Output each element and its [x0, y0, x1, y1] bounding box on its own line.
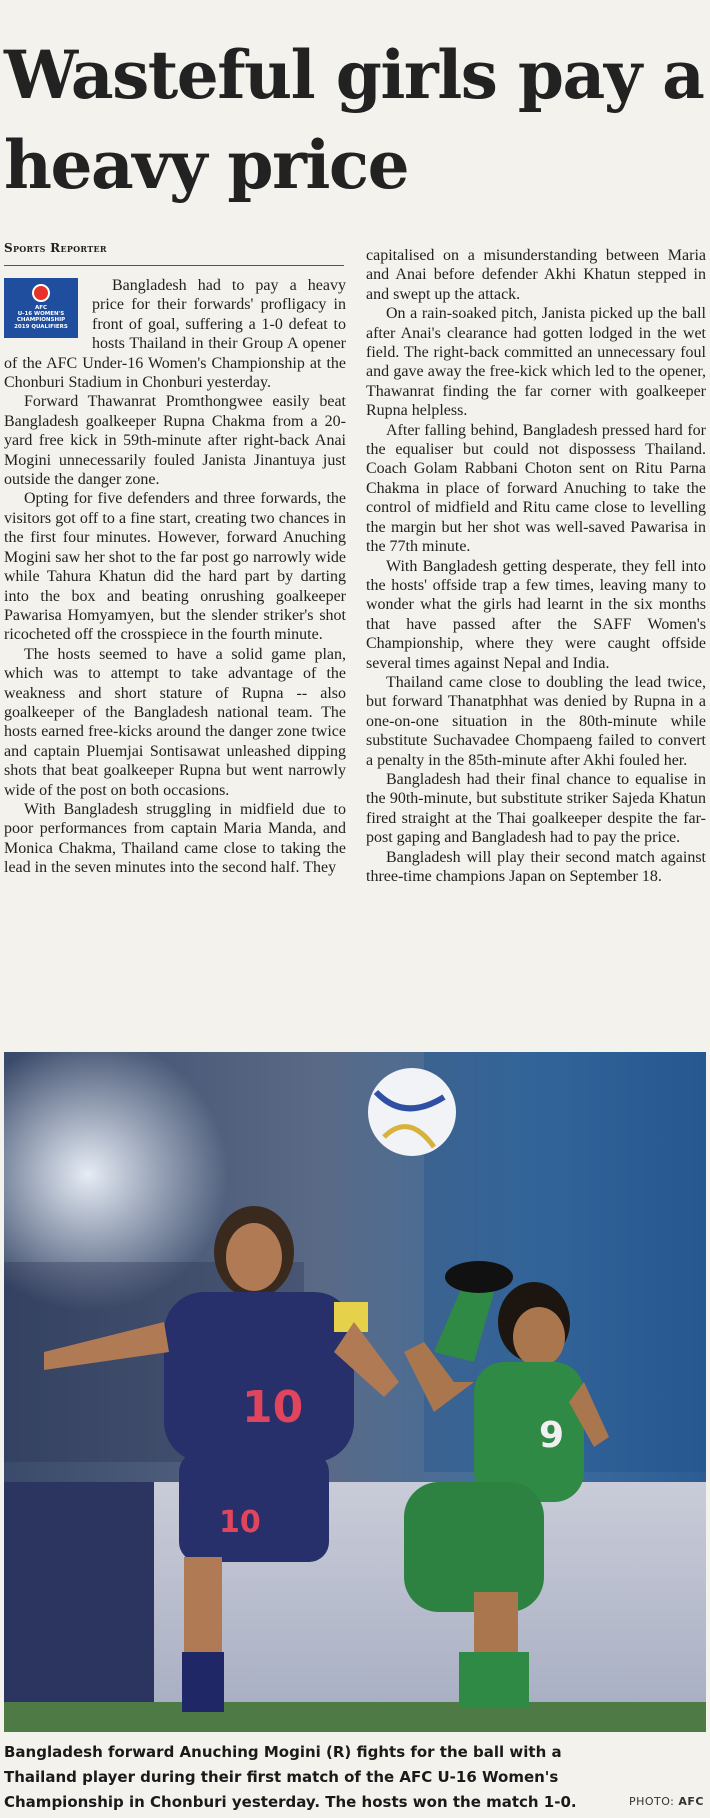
headline: Wasteful girls pay a heavy price [4, 36, 704, 204]
thailand-shorts-number: 10 [219, 1505, 261, 1540]
article-paragraph: After falling behind, Bangladesh pressed hard for the equaliser but could not dispossess Thailand. Coach Golam Rabbani Choton sent on Ritu Parna Chakma in place of forward Anuching to take the control of midfield and Ritu came close to levelling the margin but her shot was well-saved Pawarisa in the 77th minute. [366, 421, 706, 556]
byline-divider [4, 265, 344, 266]
photo-credit-label: PHOTO: [628, 1795, 675, 1808]
article-paragraph: With Bangladesh getting desperate, they fell into the hosts' offside trap a few times, leaving many to wonder what the girls had learnt in the six months that have passed after the SAFF Women's Championship, where they were caught offside several times against Nepal and India. [366, 557, 706, 672]
article-column-2 [366, 246, 706, 886]
bangladesh-shirt-number: 9 [539, 1415, 565, 1456]
article-paragraph: Bangladesh will play their second match against three-time champions Japan on September 18. [366, 848, 706, 885]
photo-caption: Bangladesh forward Anuching Mogini (R) fights for the ball with a Thailand player during their first match of the AFC U-16 Women's Championship in Chonburi yesterday. The hosts won the match 1-0. [4, 1743, 577, 1811]
match-photo [4, 1052, 706, 1732]
article-column-1 [4, 276, 346, 878]
article-paragraph: capitalised on a misunderstanding between Maria and Anai before defender Akhi Khatun stepped in and swept up the attack. [366, 247, 706, 303]
article-paragraph: With Bangladesh struggling in midfield due to poor performances from captain Maria Manda, and Monica Chakma, Thailand came close to taking the lead in the seven minutes into the second half. They [4, 800, 346, 877]
logo-line-2: CHAMPIONSHIP [16, 317, 66, 324]
article-paragraph: Forward Thawanrat Promthongwee easily beat Bangladesh goalkeeper Rupna Chakma from a 20-yard free kick in 59th-minute after right-back Anai Mogini unnecessarily fouled Janista Jinantuya just outside the danger zone. [4, 393, 346, 489]
article-paragraph: The hosts seemed to have a solid game plan, which was to attempt to take advantage of the weakness and short stature of Rupna -- also goalkeeper of the Bangladesh national team. The hosts earned free-kicks around the danger zone twice and captain Pluemjai Sontisawat unleashed dipping shots that beat goalkeeper Rupna but went narrowly wide of the post on both occasions. [4, 645, 346, 799]
logo-line-3: 2019 QUALIFIERS [14, 323, 68, 330]
afc-tournament-logo [4, 278, 78, 338]
photo-credit-source: AFC [678, 1795, 704, 1808]
article-paragraph: On a rain-soaked pitch, Janista picked up the ball after Anai's clearance had gotten lodged in the wet field. The right-back committed an unnecessary foul and gave away the free-kick which led to the opener, Thawanrat finding the far corner with goalkeeper Rupna helpless. [366, 305, 706, 420]
logo-title: AFC [34, 305, 48, 311]
thailand-shirt-number: 10 [242, 1382, 304, 1433]
photo-credit [629, 1795, 704, 1808]
byline: Sports Reporter [4, 241, 107, 255]
article-paragraph: Bangladesh had their final chance to equalise in the 90th-minute, but substitute striker Sajeda Khatun fired straight at the Thai goalkeeper despite the far-post gaping and Bangladesh had to pay the price. [366, 770, 706, 847]
article-paragraph: Thailand came close to doubling the lead twice, but forward Thanatphhat was denied by Rupna in a one-on-one situation in the 80th-minute while substitute Suchavadee Chompaeng failed to convert a penalty in the 85th-minute after Akhi fouled her. [366, 673, 706, 769]
article-paragraph: Bangladesh had to pay a heavy price for their forwards' profligacy in front of goal, suffering a 1-0 defeat to hosts Thailand in their Group A opener of the AFC Under-16 Women's Championship at the Chonburi Stadium in Chonburi yesterday. [4, 277, 346, 392]
article-paragraph: Opting for five defenders and three forwards, the visitors got off to a fine start, creating two chances in the first four minutes. However, forward Anuching Mogini saw her shot to the far post go narrowly wide while Tahura Khatun did the hard part by darting into the box and beating onrushing goalkeeper Pawarisa Homyamyen, but the slender striker's shot ricocheted off the crosspiece in the fourth minute. [4, 490, 346, 644]
afc-emblem-icon [32, 284, 50, 302]
logo-line-1: U-16 WOMEN'S [17, 311, 65, 318]
football-icon [368, 1068, 456, 1156]
